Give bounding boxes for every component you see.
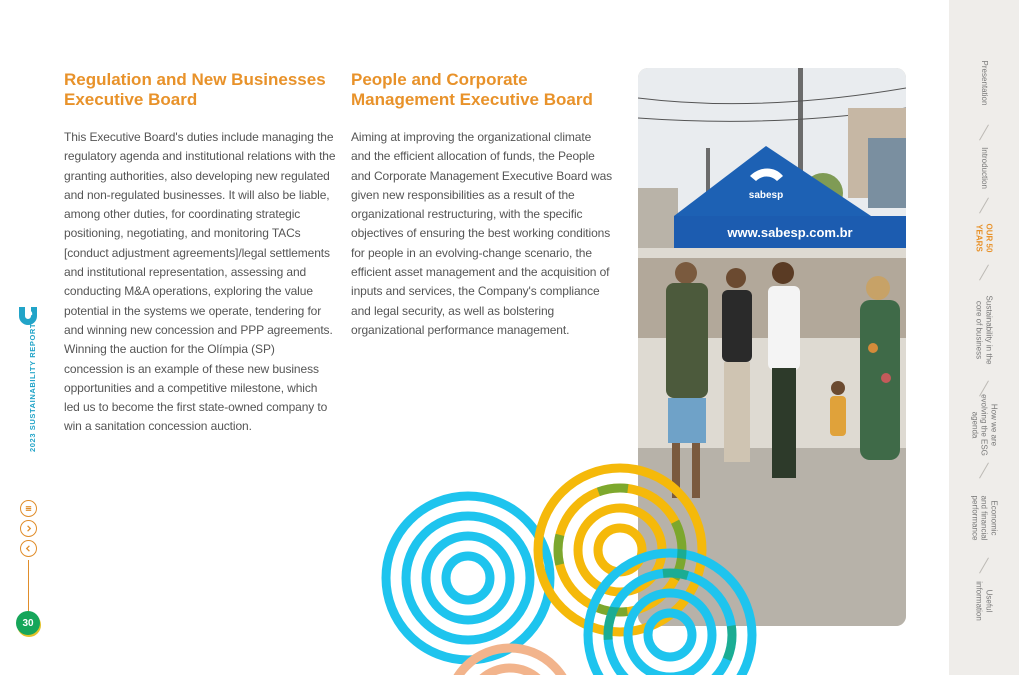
nav-separator: [979, 264, 989, 280]
nav-separator: [979, 462, 989, 478]
nav-useful-information[interactable]: Useful information: [975, 581, 994, 621]
report-label: 2023 SUSTAINABILITY REPORT: [28, 322, 37, 452]
nav-presentation[interactable]: Presentation: [979, 60, 989, 106]
chevron-right-icon: [24, 524, 33, 533]
side-navigation: [949, 0, 1019, 675]
nav-esg-agenda[interactable]: How we are evolving the ESG agenda: [970, 394, 999, 456]
section-body: This Executive Board's duties include managing the regulatory agenda and institutional relations with the granting authorities, also developing new regulated and non-regulated businesses. It will also be liable, among other duties, for coordinating strategic positioning, negotiating, and monitoring TACs [conduct adjustment agreements]/legal settlements and institutional representation, assessing and conducting M&A operations, exploring the value potential in the systems we operate, tendering for and winning new concession and PPP agreements. Winning the auction for the Olímpia (SP) concession is an example of these new business opportunities and a competitive milestone, which led us to become the first state-owned company to win a sanitation concession auction.: [64, 130, 336, 434]
section-title: [64, 70, 336, 110]
people-board-section: [351, 70, 613, 340]
nav-separator: [979, 557, 989, 573]
title-line-1: People and Corporate: [351, 70, 528, 89]
chevron-left-icon: [24, 544, 33, 553]
tent-url: www.sabesp.com.br: [727, 225, 853, 240]
title-line-2: Executive Board: [64, 90, 198, 109]
decorative-circles: [370, 460, 790, 675]
title-line-2: Management Executive Board: [351, 90, 593, 109]
nav-separator: [979, 197, 989, 213]
section-body: Aiming at improving the organizational climate and the efficient allocation of funds, the People and Corporate Management Executive Board was given new responsibilities as a result of the organizational restructuring, with the specific objectives of ensuring the best working conditions for people in an evolving-change scenario, the efficient asset management and the acquisition of inputs and services, the Company's compliance and legal security, as well as bolstering organizational performance management.: [351, 130, 613, 337]
nav-our-50-years[interactable]: OUR 50 YEARS: [975, 223, 994, 253]
menu-button[interactable]: [20, 500, 37, 517]
title-line-1: Regulation and New Businesses: [64, 70, 326, 89]
nav-sustainability-core[interactable]: Sustainability in the core of business: [975, 295, 994, 365]
menu-icon: [24, 504, 33, 513]
section-title: [351, 70, 613, 110]
page-number-badge: 30: [16, 611, 40, 635]
regulation-board-section: [64, 70, 336, 437]
nav-economic-performance[interactable]: Economic and financial performance: [970, 495, 999, 541]
tent-brand: sabesp: [748, 190, 784, 201]
nav-separator: [979, 124, 989, 140]
next-page-button[interactable]: [20, 520, 37, 537]
divider-line: [28, 560, 29, 612]
prev-page-button[interactable]: [20, 540, 37, 557]
left-strip: [0, 0, 58, 675]
nav-introduction[interactable]: Introduction: [979, 147, 989, 189]
